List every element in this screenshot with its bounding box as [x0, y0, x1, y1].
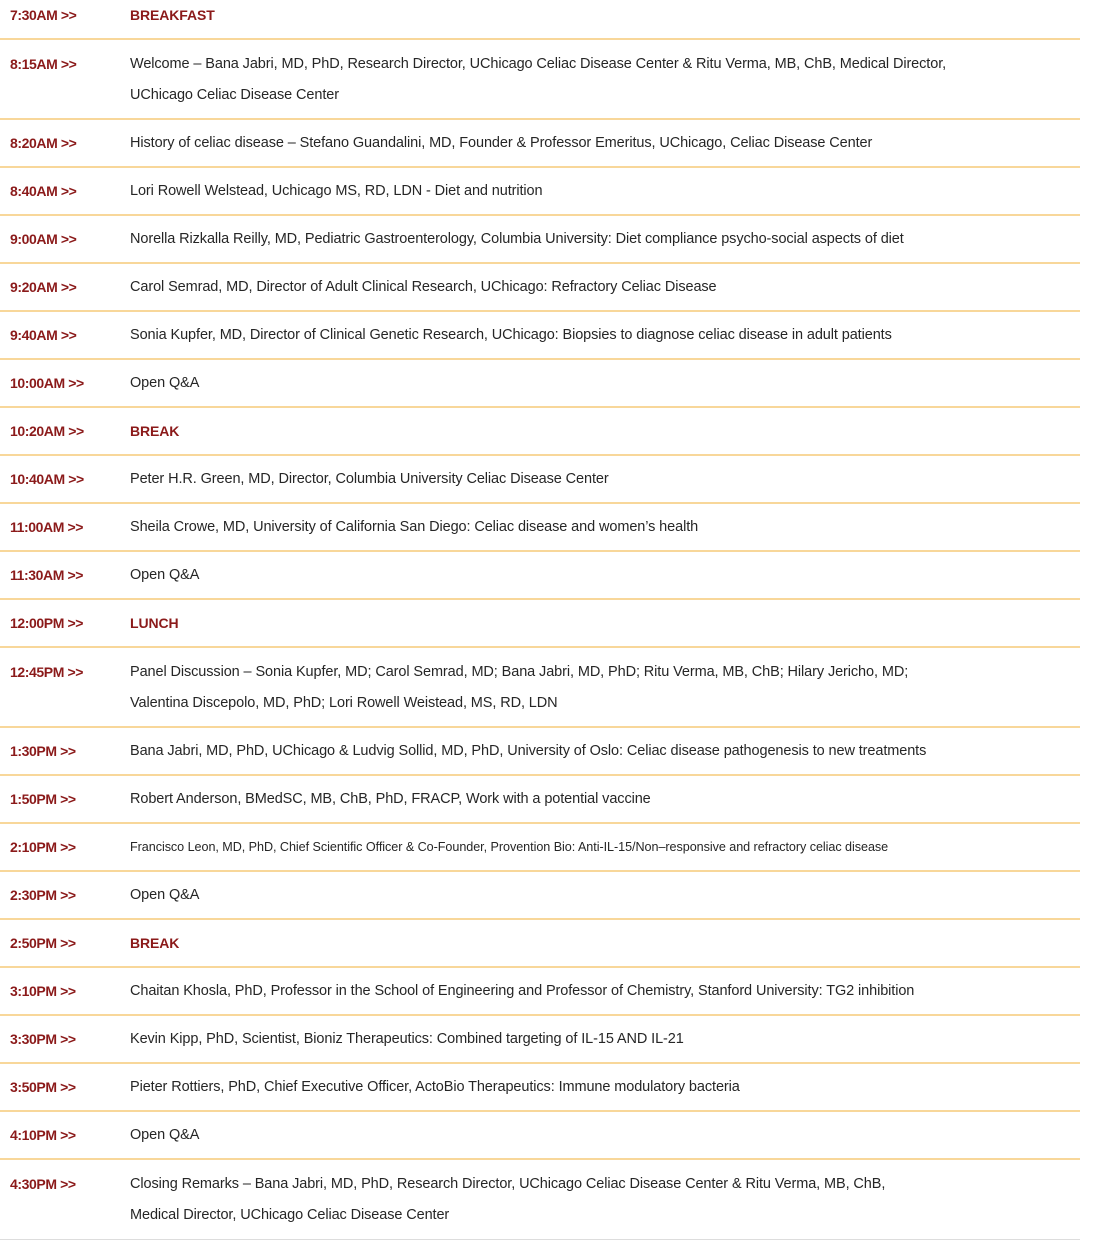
agenda-row	[0, 824, 1080, 872]
agenda-break-label	[130, 600, 1080, 639]
agenda-time: 11:00AM >>	[10, 519, 84, 535]
agenda-row	[0, 0, 1080, 40]
agenda-description	[130, 968, 1080, 1007]
agenda-time: 12:45PM >>	[10, 664, 84, 680]
agenda-row	[0, 504, 1080, 552]
agenda-time: 9:00AM >>	[10, 231, 77, 247]
agenda-description-line: Peter H.R. Green, MD, Director, Columbia University Celiac Disease Center	[130, 471, 609, 487]
agenda-description-line: LUNCH	[130, 615, 179, 631]
agenda-break-label	[130, 0, 1080, 31]
agenda-description	[130, 728, 1080, 767]
agenda-description-line: Francisco Leon, MD, PhD, Chief Scientific Officer & Co-Founder, Provention Bio: Anti-IL-15/Non–responsive and refractory celiac disease	[130, 840, 889, 854]
agenda-description	[130, 168, 1080, 207]
agenda-row	[0, 648, 1080, 728]
agenda-time: 2:50PM >>	[10, 935, 76, 951]
agenda-time: 10:00AM >>	[10, 375, 84, 391]
agenda-description-line: Kevin Kipp, PhD, Scientist, Bioniz Therapeutics: Combined targeting of IL-15 AND IL-21	[130, 1031, 684, 1047]
agenda-description	[130, 824, 1080, 863]
agenda-description-line: Welcome – Bana Jabri, MD, PhD, Research Director, UChicago Celiac Disease Center & Ritu Verma, MB, ChB, Medical Director,	[130, 56, 947, 72]
agenda-description	[130, 456, 1080, 495]
agenda-description-line: Panel Discussion – Sonia Kupfer, MD; Carol Semrad, MD; Bana Jabri, MD, PhD; Ritu Verma, MB, ChB; Hilary Jericho, MD;	[130, 664, 909, 680]
agenda-description-line: UChicago Celiac Disease Center	[130, 87, 339, 103]
agenda-time: 11:30AM >>	[10, 567, 84, 583]
agenda-time: 8:20AM >>	[10, 135, 77, 151]
agenda-time: 12:00PM >>	[10, 615, 84, 631]
agenda-description-line: BREAK	[130, 935, 180, 951]
agenda-time: 1:30PM >>	[10, 743, 76, 759]
agenda-description-line: Open Q&A	[130, 567, 200, 583]
agenda-description-line: Sheila Crowe, MD, University of California San Diego: Celiac disease and women’s health	[130, 519, 699, 535]
agenda-description	[130, 264, 1080, 303]
agenda-time: 3:30PM >>	[10, 1031, 76, 1047]
agenda-description	[130, 120, 1080, 159]
agenda-row	[0, 168, 1080, 216]
agenda-description-line: Lori Rowell Welstead, Uchicago MS, RD, LDN - Diet and nutrition	[130, 183, 543, 199]
agenda-description-line: Robert Anderson, BMedSC, MB, ChB, PhD, FRACP, Work with a potential vaccine	[130, 791, 651, 807]
agenda-time: 9:40AM >>	[10, 327, 77, 343]
agenda-row	[0, 1064, 1080, 1112]
agenda-description	[130, 872, 1080, 911]
agenda-description	[130, 1112, 1080, 1151]
agenda-row	[0, 408, 1080, 456]
agenda-description-line: Open Q&A	[130, 887, 200, 903]
agenda-description-line: Valentina Discepolo, MD, PhD; Lori Rowell Weistead, MS, RD, LDN	[130, 695, 558, 711]
agenda-time: 2:10PM >>	[10, 839, 76, 855]
agenda-row	[0, 1112, 1080, 1160]
agenda-row	[0, 728, 1080, 776]
agenda-time: 10:20AM >>	[10, 423, 84, 439]
agenda-row	[0, 456, 1080, 504]
agenda-description	[130, 360, 1080, 399]
agenda-time: 4:10PM >>	[10, 1127, 76, 1143]
agenda-description-line: Carol Semrad, MD, Director of Adult Clinical Research, UChicago: Refractory Celiac Disease	[130, 279, 717, 295]
agenda-description-line: Medical Director, UChicago Celiac Disease Center	[130, 1207, 450, 1223]
agenda-time: 9:20AM >>	[10, 279, 77, 295]
agenda-time: 3:50PM >>	[10, 1079, 76, 1095]
agenda-time: 7:30AM >>	[10, 7, 77, 23]
agenda-row	[0, 312, 1080, 360]
agenda-break-label	[130, 920, 1080, 959]
agenda-row	[0, 872, 1080, 920]
agenda-description	[130, 40, 1080, 111]
agenda-description-line: BREAK	[130, 423, 180, 439]
agenda-row	[0, 920, 1080, 968]
agenda-row	[0, 216, 1080, 264]
agenda-time: 8:40AM >>	[10, 183, 77, 199]
agenda-description-line: Closing Remarks – Bana Jabri, MD, PhD, Research Director, UChicago Celiac Disease Center & Ritu Verma, MB, ChB,	[130, 1176, 886, 1192]
agenda-row	[0, 776, 1080, 824]
agenda-description-line: Sonia Kupfer, MD, Director of Clinical Genetic Research, UChicago: Biopsies to diagnose celiac disease in adult patients	[130, 327, 892, 343]
agenda-description-line: Open Q&A	[130, 1127, 200, 1143]
agenda-description	[130, 1016, 1080, 1055]
agenda-row	[0, 552, 1080, 600]
agenda-description-line: BREAKFAST	[130, 7, 215, 23]
agenda-description-line: Bana Jabri, MD, PhD, UChicago & Ludvig Sollid, MD, PhD, University of Oslo: Celiac disease pathogenesis to new treatments	[130, 743, 927, 759]
agenda-description	[130, 504, 1080, 543]
agenda-row	[0, 1016, 1080, 1064]
agenda-time: 8:15AM >>	[10, 56, 77, 72]
agenda-row	[0, 600, 1080, 648]
agenda-row	[0, 360, 1080, 408]
agenda-description-line: Norella Rizkalla Reilly, MD, Pediatric Gastroenterology, Columbia University: Diet compliance psycho-social aspects of diet	[130, 231, 904, 247]
agenda-break-label	[130, 408, 1080, 447]
agenda-row	[0, 264, 1080, 312]
agenda-description	[130, 1160, 1080, 1231]
agenda-row	[0, 968, 1080, 1016]
agenda-time: 2:30PM >>	[10, 887, 76, 903]
agenda-description-line: Chaitan Khosla, PhD, Professor in the School of Engineering and Professor of Chemistry, Stanford University: TG2 inhibition	[130, 983, 915, 999]
agenda-time: 1:50PM >>	[10, 791, 76, 807]
agenda-row	[0, 1160, 1080, 1240]
agenda-row	[0, 120, 1080, 168]
agenda-time: 4:30PM >>	[10, 1176, 76, 1192]
agenda-description	[130, 648, 1080, 719]
agenda-description	[130, 312, 1080, 351]
agenda-description-line: History of celiac disease – Stefano Guandalini, MD, Founder & Professor Emeritus, UChicago, Celiac Disease Center	[130, 135, 873, 151]
agenda-description	[130, 776, 1080, 815]
agenda-description	[130, 216, 1080, 255]
agenda-time: 3:10PM >>	[10, 983, 76, 999]
agenda-row	[0, 40, 1080, 120]
agenda-description	[130, 1064, 1080, 1103]
agenda-time: 10:40AM >>	[10, 471, 84, 487]
agenda-description-line: Pieter Rottiers, PhD, Chief Executive Officer, ActoBio Therapeutics: Immune modulatory bacteria	[130, 1079, 740, 1095]
agenda-description-line: Open Q&A	[130, 375, 200, 391]
agenda-description	[130, 552, 1080, 591]
